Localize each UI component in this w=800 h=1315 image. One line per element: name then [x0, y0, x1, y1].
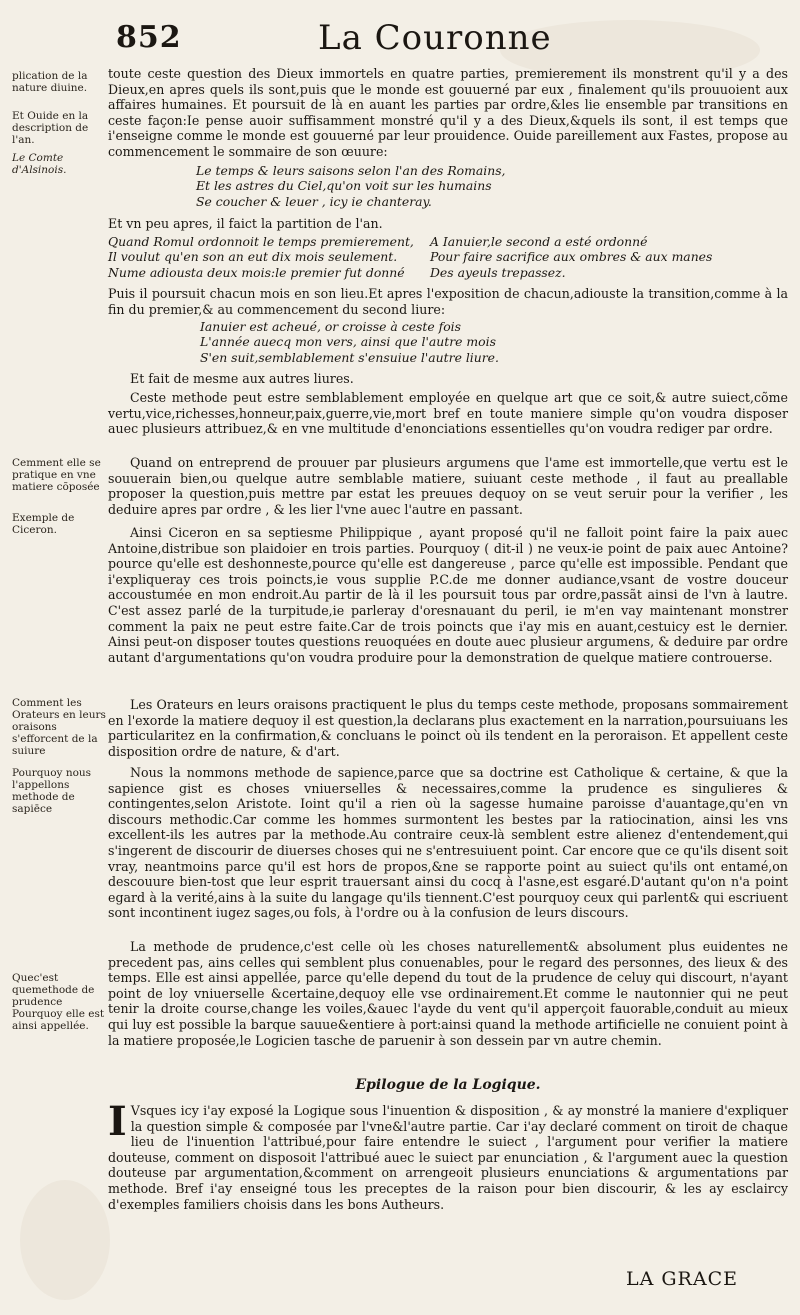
paragraph-text: Les Orateurs en leurs oraisons practiquent le plus du temps ceste methode, proposans sommairement en l'exorde la matiere dequoy il est question,la declarans plus exactement en la narration,poursuiuans les particularitez en la confirmation,& concluans le poinct où ils tendent en la peroraison. Et appellent ceste disposition ordre de nature, & d'art. — [108, 697, 788, 759]
paper-stain — [20, 1180, 110, 1300]
paragraph-text: Ceste methode peut estre semblablement employée en quelque art que ce soit,& autre suiect,cõme vertu,vice,richesses,honneur,paix,guerre,vie,mort bref en toute maniere simple qu'on voudra disposer auec plusieurs attribuez,& en vne multitude d'enonciations essentielles qu'on voudra rediger par ordre. — [108, 390, 788, 437]
paragraph-text: Quand on entreprend de prouuer par plusieurs argumens que l'ame est immortelle,que vertu est le souuerain bien,ou quelque autre semblable matiere, suiuant ceste methode , il faut au preallable proposer la question,puis mettre par estat les preuues dequoy on se veut seruir pour la verifier , les deduire apres par ordre , & les lier l'vne auec l'autre en passant. — [108, 455, 788, 517]
margin-note: Comment les Orateurs en leurs oraisons s'efforcent de la suiure — [12, 697, 106, 757]
verse-line: Et les astres du Ciel,qu'on voit sur les humains — [196, 178, 492, 194]
margin-note: Pourquoy nous l'appellons methode de sapiēce — [12, 767, 92, 815]
margin-note: Quec'est quemethode de prudence Pourquoy elle est ainsi appellée. — [12, 972, 105, 1032]
paragraph — [108, 286, 788, 317]
paragraph-text: Puis il poursuit chacun mois en son lieu.Et apres l'exposition de chacun,adiouste la transition,comme à la fin du premier,& au commencement du second liure: — [108, 286, 788, 317]
verse-line: S'en suit,semblablement s'ensuiue l'autre liure. — [200, 349, 499, 365]
verse-line: Ianuier est acheué, or croisse à ceste fois — [200, 319, 462, 334]
verse-line: L'année auecq mon vers, ainsi que l'autre mois — [200, 334, 496, 350]
paragraph — [108, 939, 788, 1048]
verse-line: Nume adiousta deux mois:le premier fut donné — [108, 264, 405, 280]
paragraph — [108, 697, 788, 759]
verse-line: Se coucher & leuer , icy ie chanteray. — [196, 193, 432, 209]
paragraph-text: La methode de prudence,c'est celle où les choses naturellement& absolument plus euidentes ne precedent pas, ains celles qui semblent plus conuenables, pour le regard des personnes, des lieux & des temps. Elle est ainsi appellée, parce qu'elle depend du tout de la prudence de celuy qui discourt, n'ayant point de loy vniuerselle &certaine,dequoy elle vse ordinairement.Et comme le nautonnier qui ne peut tenir la droite course,change les voiles,&auec l'ayde du vent qu'il apperçoit fauorable,conduit au mieux qui luy est possible la barque sauue&entiere à port:ainsi quand la methode artificielle ne conuient point à la matiere proposée,le Logicien tasche de paruenir à son dessein par vn autre chemin. — [108, 939, 788, 1048]
margin-note: Et Ouide en la description de l'an. — [12, 110, 89, 146]
paragraph-text: Nous la nommons methode de sapience,parce que sa doctrine est Catholique & certaine, & que la sapience gist es choses vniuerselles & necessaires,comme la prudence es singulieres & contingentes,selon Aristote. Ioint qu'il a rien où la sagesse humaine paroisse d'auantage,qu'en vn discours methodic.Car comme les hommes surmontent les bestes par la ratiocination, ainsi les vns excellent-ils les autres par la methode.Au contraire ceux-là semblent estre alienez d'entendement,qui s'ingerent de discourir de diuerses choses qui ne s'entresuiuent point. Car encore que ce qu'ils disent soit vray, neantmoins parce qu'il est hors de propos,&ne se rapporte point au suiect qu'ils ont entamé,on descouure bien-tost que leur esprit trauersant ainsi du cocq à l'asne,est esgaré.D'autant qu'on n'a point egard à la verité,ains à la suite du langage qu'ils tiennent.C'est pourquoy ceux qui parlent& qui escriuent sont incontinent iugez sages,ou fols, à l'ordre ou à la confusion de leurs discours. — [108, 765, 788, 921]
catchword: LA GRACE — [626, 1268, 738, 1290]
paragraph — [108, 455, 788, 517]
paragraph — [108, 1098, 788, 1212]
verse-line: Des ayeuls trepassez. — [430, 264, 566, 280]
page-number: 852 — [116, 20, 182, 55]
verse-line: Quand Romul ordonnoit le temps premierement, — [108, 234, 414, 249]
paragraph-text: Et vn peu apres, il faict la partition de l'an. — [108, 216, 383, 231]
margin-note: Le Comte d'Alsinois. — [12, 152, 67, 176]
running-title: La Couronne — [318, 18, 552, 58]
paragraph — [108, 390, 788, 437]
verse-line: Le temps & leurs saisons selon l'an des Romains, — [196, 163, 506, 178]
paragraph — [108, 66, 788, 160]
paragraph-text: Vsques icy i'ay exposé la Logique sous l'inuention & disposition , & ay monstré la maniere d'expliquer la question simple & composée par l'vne&l'autre partie. Car i'ay declaré comment on tiroit de chaque lieu de l'inuention l'attribué,pour faire entendre le suiect , l'argument pour verifier la matiere douteuse, comment on disposoit l'attribué auec le suiect par enunciation , & l'argument auec la question douteuse par argumentation,&comment on arrengeoit plusieurs enunciations & argumentations par methode. Bref i'ay enseigné tous les preceptes de la raison pour bien discourir, & les ay esclaircy d'exemples familiers choisis dans les bons Autheurs. — [108, 1103, 788, 1212]
paragraph — [108, 765, 788, 921]
verse-line: A Ianuier,le second a esté ordonné — [430, 234, 648, 249]
section-heading: Epilogue de la Logique. — [355, 1077, 541, 1093]
verse-block — [200, 319, 499, 365]
paragraph-text: toute ceste question des Dieux immortels en quatre parties, premierement ils monstrent qu'il y a des Dieux,en apres quels ils sont,puis que le monde est gouuerné par eux , finalement qu'ils prouuoient aux affaires humaines. Et poursuit de là en auant les parties par ordre,&les lie ensemble par transitions en ceste façon:Ie pense auoir suffisamment monstré qu'il y a des Dieux,&quels ils sont, il est temps que i'enseigne comme le monde est gouuerné par leur prouidence. Ouide pareillement aux Fastes, propose au commencement le sommaire de son œuure: — [108, 66, 788, 159]
margin-note: plication de la nature diuine. — [12, 70, 88, 94]
verse-block — [196, 163, 506, 209]
margin-note: Exemple de Ciceron. — [12, 512, 75, 536]
verse-line: Il voulut qu'en son an eut dix mois seulement. — [108, 249, 398, 265]
paragraph — [130, 371, 788, 387]
paragraph-text: Et fait de mesme aux autres liures. — [130, 371, 354, 386]
margin-note: Cemment elle se pratique en vne matiere cõposée — [12, 457, 101, 493]
paragraph — [108, 525, 788, 665]
paragraph — [108, 216, 788, 232]
verse-line: Pour faire sacrifice aux ombres & aux manes — [430, 249, 713, 265]
drop-cap: I — [108, 1098, 127, 1145]
paragraph-text: Ainsi Ciceron en sa septiesme Philippique , ayant proposé qu'il ne falloit point faire la paix auec Antoine,distribue son plaidoier en trois parties. Pourquoy ( dit-il ) ne veux-ie point de paix auec Antoine?pource qu'elle est deshonneste,pource qu'elle est dangereuse , parce qu'elle est impossible. Pendant que i'expliqueray ces trois poincts,ie vous supplie P.C.de me donner audiance,vsant de vostre douceur accoustumée en mon endroit.Au partir de là il les poursuit tous par ordre,passãt ainsi de l'vn à lautre. C'est assez parlé de la turpitude,ie parleray d'oresnauant du peril, ie m'en vay maintenant monstrer comment la paix ne peut estre faite.Car de trois poincts que i'ay mis en auant,cestuicy est le dernier. Ainsi peut-on disposer toutes questions reuoquées en doute auec plusieur argumens, & deduire par ordre autant d'argumentations qu'on voudra produire pour la demonstration de quelque matiere controuerse. — [108, 525, 788, 665]
